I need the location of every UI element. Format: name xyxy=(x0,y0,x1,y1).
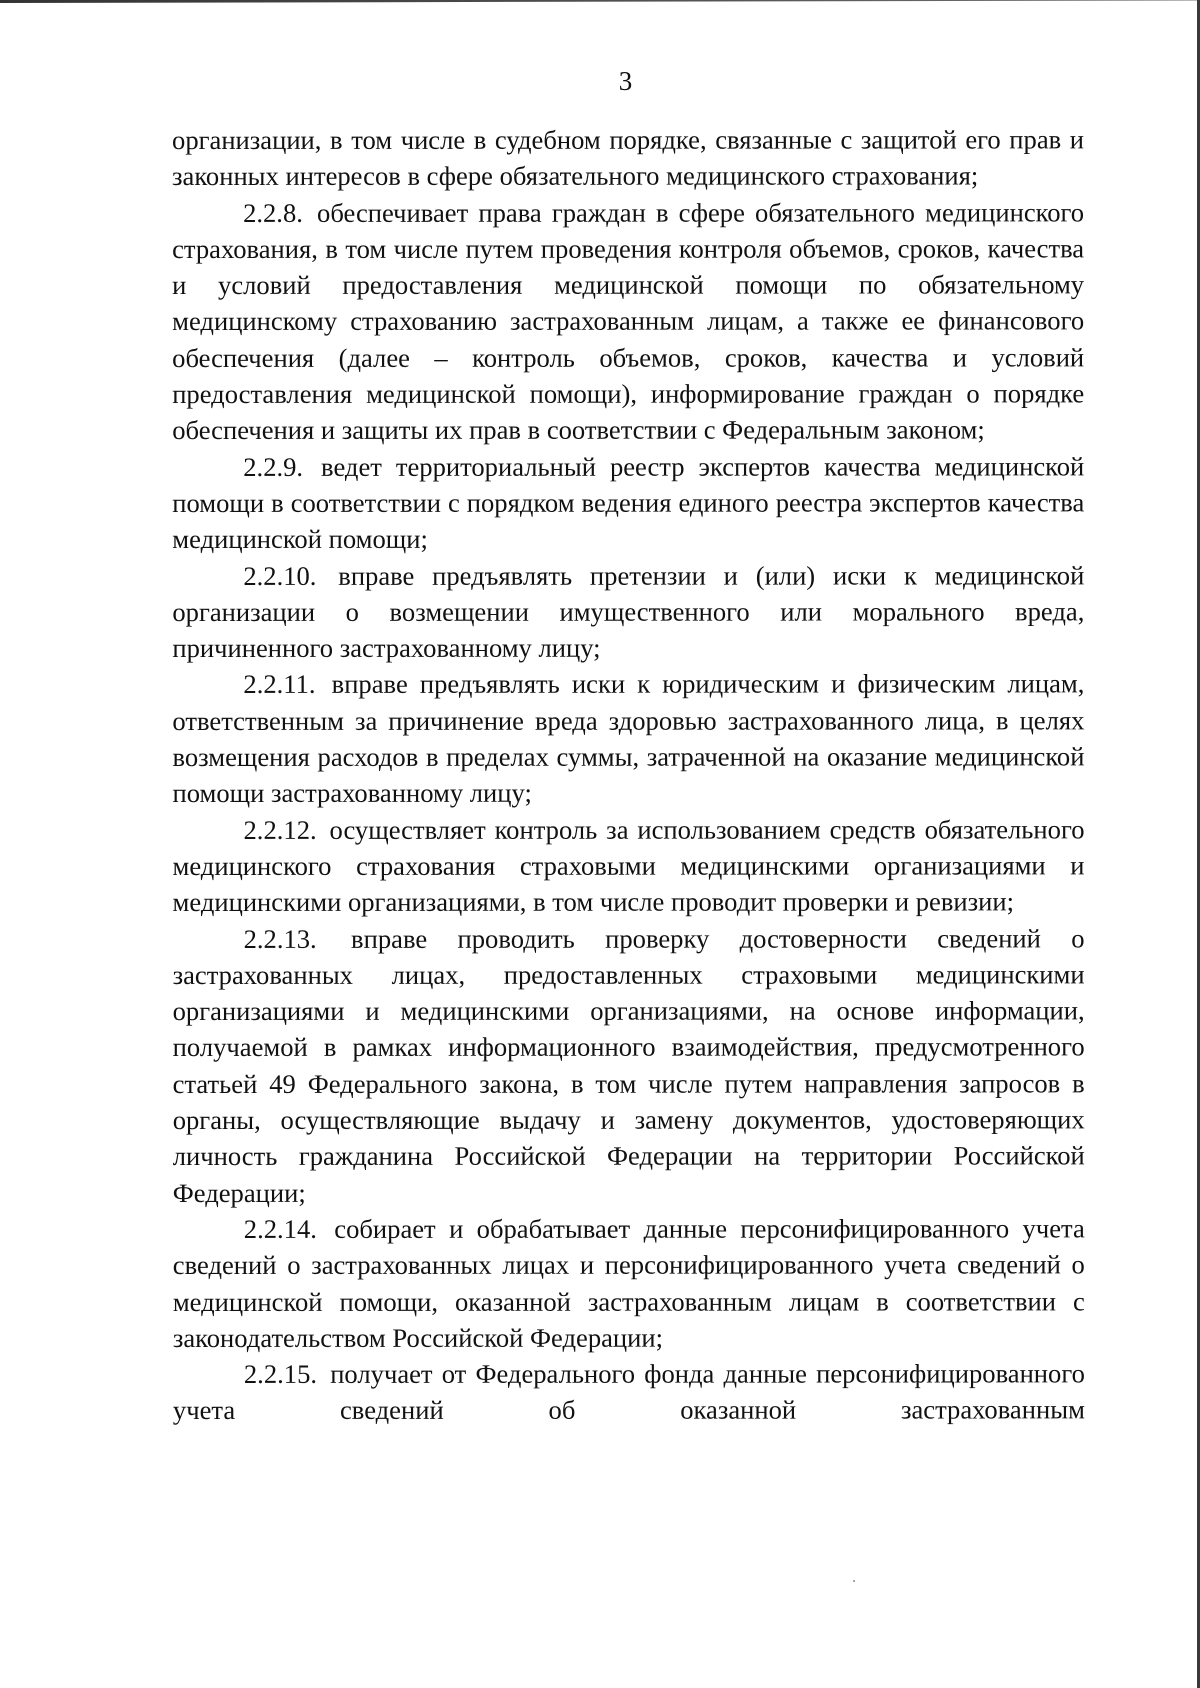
paragraph-continuation xyxy=(172,121,1084,194)
paragraph-2-2-9 xyxy=(172,448,1084,558)
scan-speck xyxy=(853,1580,855,1582)
clause-number: 2.2.10. xyxy=(243,560,317,591)
paragraph-text: получает от Федерального фонда данные персонифицированного учета сведений об оказанной застрахованным xyxy=(172,1358,1085,1426)
paragraph-2-2-10 xyxy=(172,557,1084,667)
paragraph-text: вправе предъявлять иски к юридическим и физическим лицам, ответственным за причинение вреда здоровью застрахованного лица, в целях возмещения расходов в пределах суммы, затраченной на оказание медицинской помощи застрахованному лицу; xyxy=(172,668,1085,809)
clause-number: 2.2.13. xyxy=(243,923,317,954)
paragraph-text: вправе проводить проверку достоверности сведений о застрахованных лицах, предоставленных страховыми медицинскими организациями и медицинскими организациями, на основе информации, получаемой в рамках информационного взаимодействия, предусмотренного статьей 49 Федерального закона, в том числе путем направления запросов в органы, осуществляющие выдачу и замену документов, удостоверяющих личность гражданина Российской Федерации на территории Российской Федерации; xyxy=(172,922,1085,1208)
clause-number: 2.2.14. xyxy=(243,1213,317,1244)
document-body xyxy=(172,121,1085,1428)
paragraph-text: вправе предъявлять претензии и (или) иски к медицинской организации о возмещении имущественного или морального вреда, причиненного застрахованному лицу; xyxy=(172,559,1085,664)
clause-number: 2.2.8. xyxy=(243,197,303,228)
paragraph-2-2-13 xyxy=(173,920,1085,1211)
clause-number: 2.2.12. xyxy=(243,814,317,845)
paragraph-2-2-8 xyxy=(172,194,1084,449)
clause-number: 2.2.15. xyxy=(243,1358,318,1390)
paragraph-text: осуществляет контроль за использованием средств обязательного медицинского страхования страховыми медицинскими организациями и медицинскими организациями, в том числе проводит проверки и ревизии; xyxy=(172,814,1085,918)
paragraph-2-2-15 xyxy=(173,1355,1085,1428)
page-number: 3 xyxy=(618,66,633,96)
clause-number: 2.2.9. xyxy=(243,451,304,482)
paragraph-text: ведет территориальный реестр экспертов качества медицинской помощи в соответствии с порядком ведения единого реестра экспертов качества медицинской помощи; xyxy=(172,451,1085,555)
paragraph-text: организации, в том числе в судебном порядке, связанные с защитой его прав и законных интересов в сфере обязательного медицинского страхования; xyxy=(172,124,1085,192)
paragraph-2-2-14 xyxy=(173,1210,1085,1356)
paragraph-2-2-12 xyxy=(172,811,1084,921)
clause-number: 2.2.11. xyxy=(243,669,316,700)
paragraph-2-2-11 xyxy=(172,666,1084,812)
paragraph-text: собирает и обрабатывает данные персонифицированного учета сведений о застрахованных лицах и персонифицированного учета сведений о медицинской помощи, оказанной застрахованным лицам в соответствии с законодательством Российской Федерации; xyxy=(172,1213,1085,1353)
scan-edge-top xyxy=(0,0,1200,3)
paragraph-text: обеспечивает права граждан в сфере обязательного медицинского страхования, в том числе путем проведения контроля объемов, сроков, качества и условий предоставления медицинской помощи по обязательному медицинскому страхованию застрахованным лицам, а также ее финансового обеспечения (далее – контроль объемов, сроков, качества и условий предоставления медицинской помощи), информирование граждан о порядке обеспечения и защиты их прав в соответствии с Федеральным законом; xyxy=(172,196,1085,446)
